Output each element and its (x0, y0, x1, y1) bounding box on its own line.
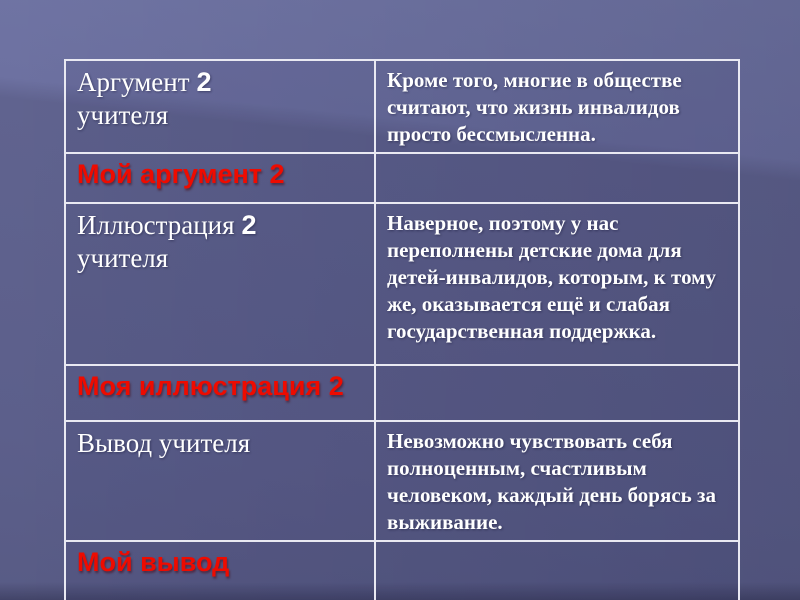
label-line2: учителя (77, 243, 169, 273)
label-text: Вывод учителя (77, 428, 251, 458)
label-number: 2 (196, 67, 212, 97)
label-text: Иллюстрация (77, 210, 235, 240)
cell-content (375, 203, 739, 365)
table-row (65, 421, 739, 541)
cell-label (65, 203, 375, 365)
table-row (65, 60, 739, 153)
teacher-label (77, 428, 250, 458)
cell-content (375, 421, 739, 541)
cell-label (65, 153, 375, 203)
cell-label (65, 541, 375, 600)
content-text: Наверное, поэтому у нас переполнены детские дома для детей-инвалидов, которым, к тому же, оказывается ещё и слабая государственная поддержка. (387, 211, 716, 343)
my-label: Мой вывод (77, 547, 230, 577)
table-body (65, 60, 739, 600)
my-label: Моя иллюстрация 2 (77, 371, 344, 401)
cell-content (375, 153, 739, 203)
my-label: Мой аргумент 2 (77, 159, 285, 189)
label-line2: учителя (77, 100, 169, 130)
cell-content (375, 365, 739, 421)
cell-label (65, 365, 375, 421)
cell-label (65, 421, 375, 541)
content-text: Невозможно чувствовать себя полноценным, счастливым человеком, каждый день борясь за выживание. (387, 429, 716, 534)
teacher-label (77, 210, 366, 275)
content-text: Кроме того, многие в обществе считают, что жизнь инвалидов просто бессмысленна. (387, 68, 682, 146)
table-row (65, 203, 739, 365)
label-text: Аргумент (77, 67, 190, 97)
table-row (65, 541, 739, 600)
table-row (65, 365, 739, 421)
cell-label (65, 60, 375, 153)
cell-content (375, 541, 739, 600)
label-number: 2 (241, 210, 257, 240)
cell-content (375, 60, 739, 153)
table-row (65, 153, 739, 203)
teacher-label (77, 67, 366, 132)
argument-table (64, 59, 740, 600)
